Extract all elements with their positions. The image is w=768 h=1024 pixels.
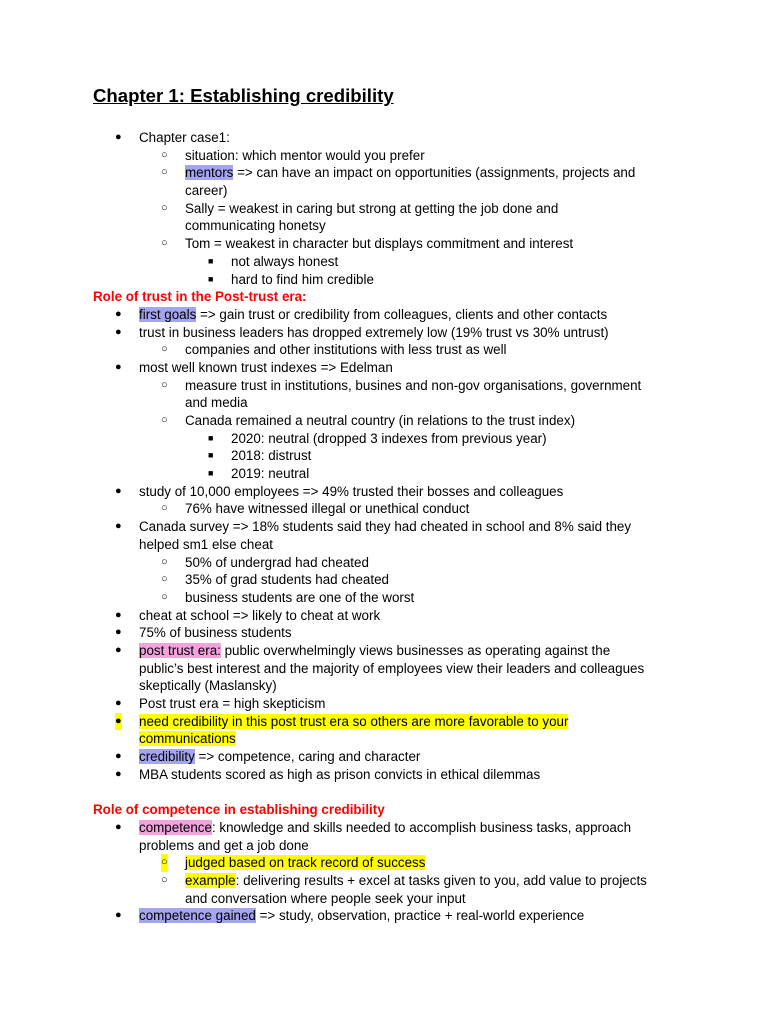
bullet-square-icon: ■ bbox=[208, 273, 214, 284]
list-item-continuation: and media bbox=[185, 395, 248, 411]
list-item: ○ mentors => can have an impact on opportunities (assignments, projects and bbox=[161, 165, 636, 181]
list-item: ● Canada survey => 18% students said they had cheated in school and 8% said they bbox=[115, 519, 632, 535]
list-item bbox=[0, 854, 768, 872]
bullet-circle-icon: ○ bbox=[161, 590, 168, 603]
highlighted-term: post trust era: bbox=[139, 642, 221, 658]
list-item: ■ 2018: distrust bbox=[208, 448, 312, 464]
bullet-circle-icon: ○ bbox=[161, 573, 168, 586]
list-item-continuation: problems and get a job done bbox=[139, 837, 309, 853]
page-title: Chapter 1: Establishing credibility bbox=[93, 85, 394, 106]
list-item-continuation: skeptically (Maslansky) bbox=[139, 678, 277, 694]
bullet-circle-icon: ○ bbox=[161, 343, 168, 356]
list-item: ○ measure trust in institutions, busines and non-gov organisations, government bbox=[161, 377, 642, 393]
bullet-square-icon: ■ bbox=[208, 468, 214, 479]
highlighted-term: example bbox=[185, 872, 236, 888]
highlighted-term: first goals bbox=[139, 306, 197, 322]
bullet-dot-icon: ● bbox=[115, 520, 122, 533]
list-item: ● most well known trust indexes => Edelman bbox=[115, 359, 393, 375]
bullet-circle-icon: ○ bbox=[161, 555, 168, 568]
bullet-square-icon: ■ bbox=[208, 255, 214, 266]
list-item: ● study of 10,000 employees => 49% trusted their bosses and colleagues bbox=[115, 483, 564, 499]
list-item: ○ 50% of undergrad had cheated bbox=[161, 554, 369, 570]
list-item: ○ Sally = weakest in caring but strong at getting the job done and bbox=[161, 200, 559, 216]
bullet-circle-icon: ○ bbox=[161, 873, 168, 886]
highlighted-term: competence gained bbox=[139, 908, 256, 924]
list-item: ● MBA students scored as high as prison convicts in ethical dilemmas bbox=[115, 766, 541, 782]
bullet-dot-icon: ● bbox=[115, 131, 122, 143]
bullet-dot-icon: ● bbox=[115, 767, 122, 780]
blank-line bbox=[0, 783, 768, 801]
highlighted-term: competence bbox=[139, 819, 212, 835]
list-item: ○ example: delivering results + excel at tasks given to you, add value to projects bbox=[161, 872, 647, 888]
section-heading: Role of competence in establishing credibility bbox=[93, 802, 385, 818]
list-item: ● post trust era: public overwhelmingly views businesses as operating against the bbox=[115, 642, 611, 658]
bullet-circle-icon: ○ bbox=[161, 854, 168, 872]
list-item: ■ 2019: neutral bbox=[208, 466, 310, 482]
list-item: ● first goals => gain trust or credibility from colleagues, clients and other contacts bbox=[115, 306, 608, 322]
bullet-dot-icon: ● bbox=[115, 820, 122, 833]
list-item: ■ 2020: neutral (dropped 3 indexes from previous year) bbox=[208, 430, 547, 446]
bullet-dot-icon: ● bbox=[115, 713, 122, 731]
list-item: ■ not always honest bbox=[208, 253, 339, 269]
bullet-dot-icon: ● bbox=[115, 307, 122, 320]
list-item-continuation: helped sm1 else cheat bbox=[139, 536, 273, 552]
list-item: ● competence: knowledge and skills needed to accomplish business tasks, approach bbox=[115, 819, 632, 835]
bullet-dot-icon: ● bbox=[115, 909, 122, 922]
bullet-dot-icon: ● bbox=[115, 643, 122, 656]
bullet-circle-icon: ○ bbox=[161, 237, 168, 250]
list-item: ● trust in business leaders has dropped extremely low (19% trust vs 30% untrust) bbox=[115, 324, 609, 340]
list-item: ● competence gained => study, observation, practice + real-world experience bbox=[115, 908, 585, 924]
bullet-square-icon: ■ bbox=[208, 432, 214, 443]
bullet-dot-icon: ● bbox=[115, 360, 122, 373]
list-item: ○ Canada remained a neutral country (in relations to the trust index) bbox=[161, 413, 576, 428]
bullet-circle-icon: ○ bbox=[161, 166, 168, 179]
list-item: ○ 76% have witnessed illegal or unethical conduct bbox=[161, 501, 470, 517]
bullet-circle-icon: ○ bbox=[161, 148, 168, 161]
list-item: ■ hard to find him credible bbox=[208, 271, 374, 287]
bullet-dot-icon: ● bbox=[115, 608, 122, 621]
list-item: ● Chapter case1: bbox=[115, 130, 230, 145]
list-item: ○ 35% of grad students had cheated bbox=[161, 572, 389, 588]
list-item: ● Post trust era = high skepticism bbox=[115, 696, 326, 711]
bullet-circle-icon: ○ bbox=[161, 201, 168, 214]
bullet-circle-icon: ○ bbox=[161, 414, 168, 426]
list-item: ● cheat at school => likely to cheat at work bbox=[115, 607, 381, 623]
list-item: ● 75% of business students bbox=[115, 625, 292, 641]
highlighted-term: mentors bbox=[185, 165, 234, 181]
list-item-continuation: career) bbox=[185, 183, 228, 199]
bullet-circle-icon: ○ bbox=[161, 502, 168, 515]
list-item: ○ Tom = weakest in character but displays commitment and interest bbox=[161, 236, 574, 252]
list-item-continuation bbox=[0, 730, 768, 748]
list-item: ○ situation: which mentor would you prefer bbox=[161, 147, 425, 163]
list-item: ○ business students are one of the worst bbox=[161, 589, 415, 605]
bullet-dot-icon: ● bbox=[115, 325, 122, 338]
bullet-dot-icon: ● bbox=[115, 697, 122, 709]
highlighted-text: judged based on track record of success bbox=[185, 855, 426, 871]
bullet-dot-icon: ● bbox=[115, 484, 122, 497]
bullet-square-icon: ■ bbox=[208, 450, 214, 461]
list-item-continuation: and conversation where people seek your input bbox=[185, 890, 466, 906]
list-item-continuation: public’s best interest and the majority of employees view their leaders and colleagues bbox=[139, 660, 645, 676]
section-heading: Role of trust in the Post-trust era: bbox=[93, 289, 307, 305]
bullet-dot-icon: ● bbox=[115, 750, 122, 763]
highlighted-text: need credibility in this post trust era so others are more favorable to your bbox=[139, 713, 569, 729]
list-item-continuation: communicating honetsy bbox=[185, 218, 326, 234]
list-item: ○ companies and other institutions with less trust as well bbox=[161, 342, 507, 358]
highlighted-text: communications bbox=[139, 731, 236, 747]
bullet-dot-icon: ● bbox=[115, 626, 122, 639]
notes-body bbox=[0, 129, 768, 925]
list-item: ● credibility => competence, caring and character bbox=[115, 749, 421, 765]
bullet-circle-icon: ○ bbox=[161, 378, 168, 391]
highlighted-term: credibility bbox=[139, 749, 195, 765]
list-item bbox=[0, 713, 768, 731]
